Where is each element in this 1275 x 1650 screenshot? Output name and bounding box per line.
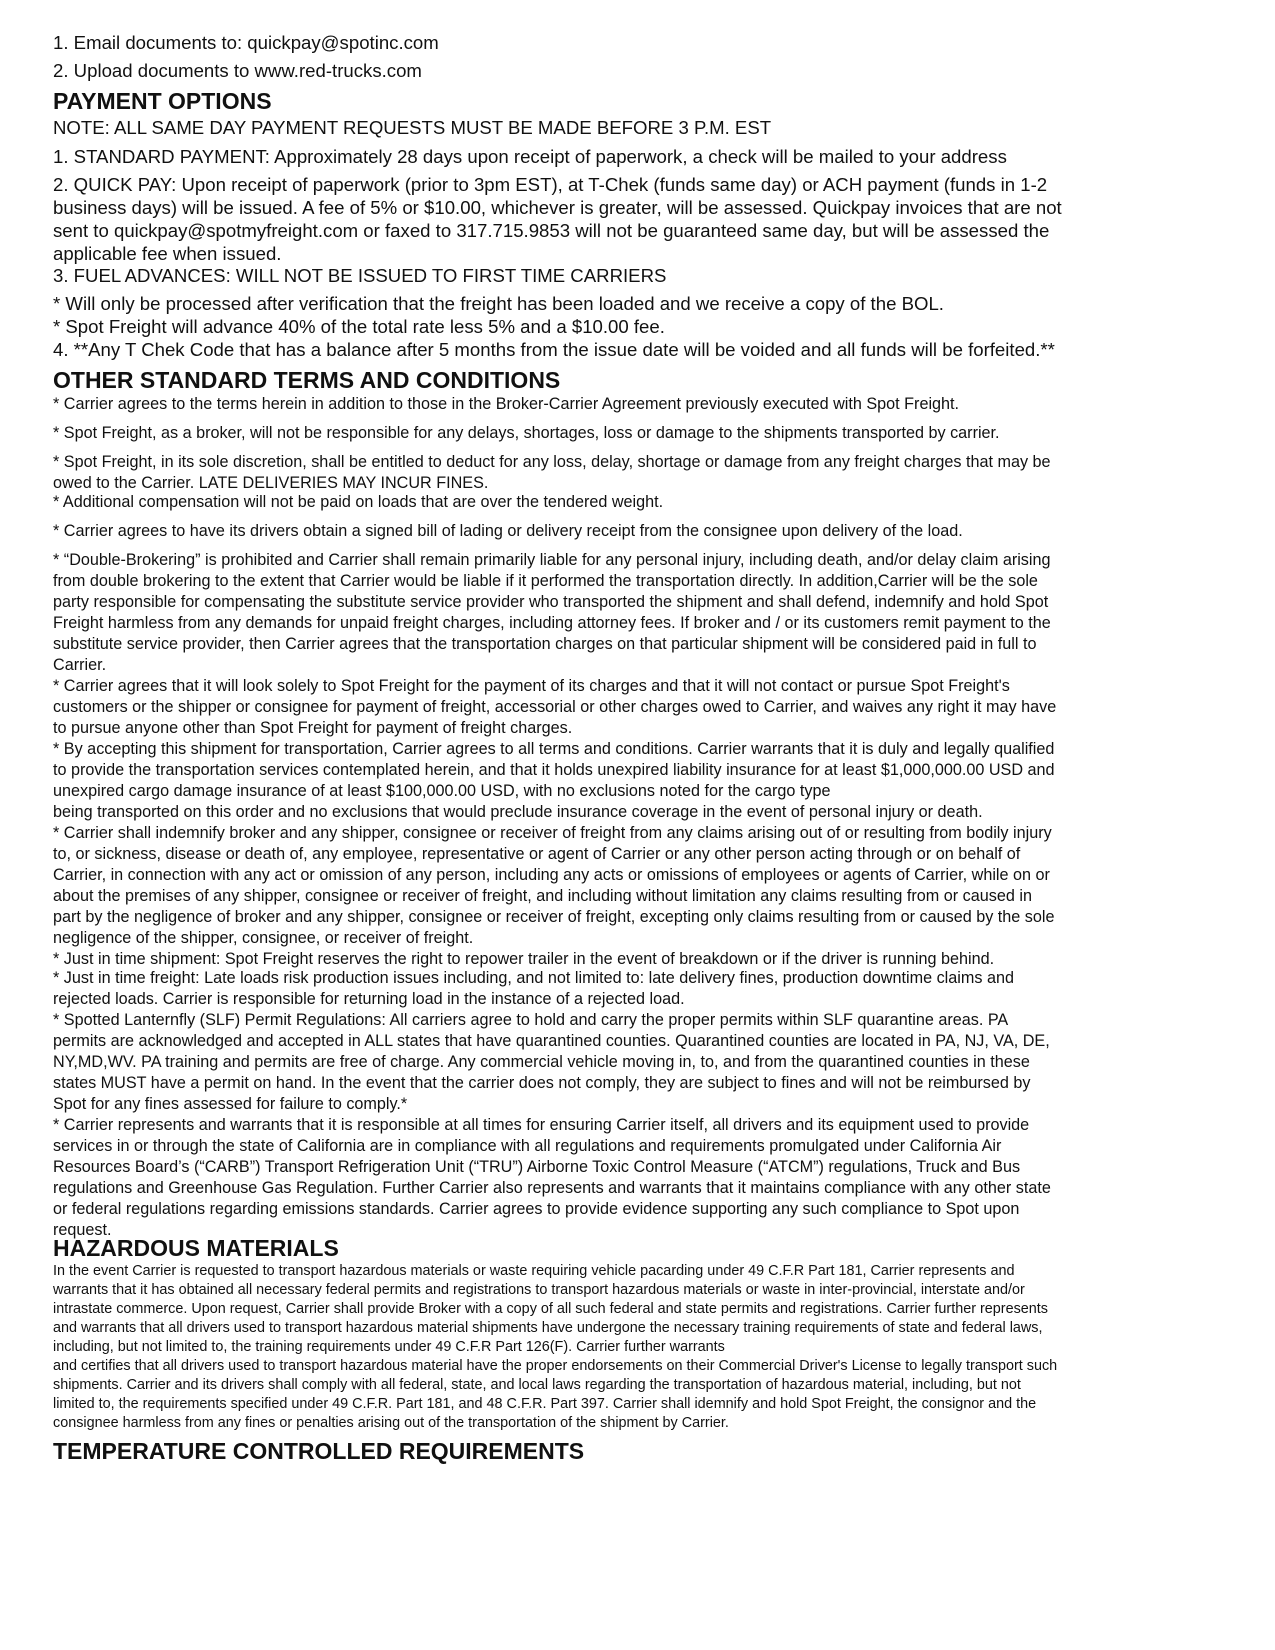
term-6-block <box>53 550 1223 970</box>
hazmat-heading: HAZARDOUS MATERIALS <box>53 1235 339 1261</box>
text-line: Carrier. <box>53 656 107 674</box>
standard-payment: 1. STANDARD PAYMENT: Approximately 28 days upon receipt of paperwork, a check will be mailed to your address <box>53 146 1007 167</box>
text-line: substitute service provider, then Carrier agrees that the transportation charges on that particular shipment will be considered paid in full to <box>53 635 1037 653</box>
text-line: unexpired cargo damage insurance of at least $100,000.00 USD, with no exclusions noted for the cargo type <box>53 782 831 800</box>
text-line: * Spotted Lanternfly (SLF) Permit Regulations: All carriers agree to hold and carry the proper permits within SLF quarantine areas. PA <box>53 1011 1009 1029</box>
term-3 <box>53 452 1223 494</box>
term-1: * Carrier agrees to the terms herein in addition to those in the Broker-Carrier Agreement previously executed with Spot Freight. <box>53 395 960 413</box>
text-line: warrants that it has obtained all necessary federal permits and registrations to transport hazardous materials or waste in inter-provincial, interstate and/or <box>53 1282 1025 1298</box>
term-2: * Spot Freight, as a broker, will not be responsible for any delays, shortages, loss or damage to the shipments transported by carrier. <box>53 424 1000 442</box>
text-line: or federal regulations regarding emissions standards. Carrier agrees to provide evidence supporting any such compliance to Spot upon <box>53 1200 1020 1218</box>
text-line: consignee harmless from any fines or penalties arising out of the transportation of the shipment by Carrier. <box>53 1415 729 1431</box>
upload-instruction: 2. Upload documents to www.red-trucks.com <box>53 60 422 81</box>
text-line: rejected loads. Carrier is responsible for returning load in the instance of a rejected load. <box>53 990 685 1008</box>
text-line: sent to quickpay@spotmyfreight.com or faxed to 317.715.9853 will not be guaranteed same day, but will be assessed the <box>53 220 1050 241</box>
terms-heading: OTHER STANDARD TERMS AND CONDITIONS <box>53 367 561 393</box>
text-line: In the event Carrier is requested to transport hazardous materials or waste requiring vehicle pacarding under 49 C.F.R Part 181, Carrier represents and <box>53 1263 1015 1279</box>
text-line: to, or sickness, disease or death of, any employee, representative or agent of Carrier or any other person acting through or on behalf of <box>53 845 1021 863</box>
hazmat-paragraph <box>53 1262 1223 1433</box>
text-line: Freight harmless from any demands for unpaid freight charges, including attorney fees. If broker and / or its customers remit payment to the <box>53 614 1051 632</box>
text-line: including, but not limited to, the training requirements under 49 C.F.R Part 126(F). Carrier further warrants <box>53 1339 725 1355</box>
text-line: Carrier, in connection with any act or omission of any person, including any acts or omissions of employees or agents of Carrier, while on or <box>53 866 1050 884</box>
text-line: states MUST have a permit on hand. In the event that the carrier does not comply, they are subject to fines and will not be reimbursed by <box>53 1074 1031 1092</box>
text-line: request. <box>53 1221 112 1239</box>
text-line: * Spot Freight, in its sole discretion, shall be entitled to deduct for any loss, delay, shortage or damage from any freight charges that may be <box>53 453 1051 471</box>
text-line: * Just in time freight: Late loads risk production issues including, and not limited to: late delivery fines, production downtime claims and <box>53 969 1014 987</box>
text-line: Spot for any fines assessed for failure to comply.* <box>53 1095 408 1113</box>
fuel-advances: 3. FUEL ADVANCES: WILL NOT BE ISSUED TO FIRST TIME CARRIERS <box>53 265 667 286</box>
payment-options-heading: PAYMENT OPTIONS <box>53 88 272 114</box>
text-line: intrastate commerce. Upon request, Carrier shall provide Broker with a copy of all such federal and state permits and registrations. Carrier further represents <box>53 1301 1048 1317</box>
text-line: about the premises of any shipper, consignee or receiver of freight, and including without limitation any claims resulting from or caused in <box>53 887 1032 905</box>
text-line: to provide the transportation services contemplated herein, and that it holds unexpired liability insurance for at least $1,000,000.00 USD and <box>53 761 1055 779</box>
text-line: * Carrier shall indemnify broker and any shipper, consignee or receiver of freight from any claims arising out of or resulting from bodily injury <box>53 824 1052 842</box>
term-4: * Additional compensation will not be paid on loads that are over the tendered weight. <box>53 493 664 511</box>
payment-note: NOTE: ALL SAME DAY PAYMENT REQUESTS MUST BE MADE BEFORE 3 P.M. EST <box>53 117 772 138</box>
term-5: * Carrier agrees to have its drivers obtain a signed bill of lading or delivery receipt from the consignee upon delivery of the load. <box>53 522 963 540</box>
text-line: NY,MD,WV. PA training and permits are free of charge. Any commercial vehicle moving in, to, and from the quarantined counties in these <box>53 1053 1030 1071</box>
text-line: permits are acknowledged and accepted in ALL states that have quarantined counties. Quarantined counties are located in PA, NJ, VA, DE, <box>53 1032 1050 1050</box>
text-line: services in or through the state of California are in compliance with all regulations and requirements promulgated under California Air <box>53 1137 1002 1155</box>
text-line: being transported on this order and no exclusions that would preclude insurance coverage in the event of personal injury or death. <box>53 803 983 821</box>
text-line: * Carrier agrees that it will look solely to Spot Freight for the payment of its charges and that it will not contact or pursue Spot Freight's <box>53 677 1010 695</box>
temperature-heading: TEMPERATURE CONTROLLED REQUIREMENTS <box>53 1438 585 1464</box>
quick-pay-paragraph <box>53 173 1223 265</box>
term-7-block <box>53 968 1223 1241</box>
text-line: regulations and Greenhouse Gas Regulation. Further Carrier also represents and warrants that it maintains compliance with any other state <box>53 1179 1051 1197</box>
text-line: Resources Board’s (“CARB”) Transport Refrigeration Unit (“TRU”) Airborne Toxic Control Measure (“ATCM”) regulations, Truck and Bus <box>53 1158 1021 1176</box>
text-line: * Carrier represents and warrants that it is responsible at all times for ensuring Carrier itself, all drivers and its equipment used to provide <box>53 1116 1030 1134</box>
tchek-note: 4. **Any T Chek Code that has a balance after 5 months from the issue date will be voided and all funds will be forfeited.** <box>53 339 1055 360</box>
text-line: * Just in time shipment: Spot Freight reserves the right to repower trailer in the event of breakdown or if the driver is running behind. <box>53 950 995 968</box>
email-instruction: 1. Email documents to: quickpay@spotinc.com <box>53 32 439 53</box>
text-line: * “Double-Brokering” is prohibited and Carrier shall remain primarily liable for any personal injury, including death, and/or delay claim arising <box>53 551 1051 569</box>
text-line: * By accepting this shipment for transportation, Carrier agrees to all terms and conditions. Carrier warrants that it is duly and legally qualified <box>53 740 1055 758</box>
text-line: and certifies that all drivers used to transport hazardous material have the proper endorsements on their Commercial Driver's License to legally transport such <box>53 1358 1058 1374</box>
text-line: 2. QUICK PAY: Upon receipt of paperwork (prior to 3pm EST), at T-Chek (funds same day) or ACH payment (funds in 1-2 <box>53 174 1048 195</box>
text-line: part by the negligence of broker and any shipper, consignee or receiver of freight, excepting only claims resulting from or caused by the sole <box>53 908 1055 926</box>
text-line: customers or the shipper or consignee for payment of freight, accessorial or other charges owed to Carrier, and waives any right it may have <box>53 698 1057 716</box>
text-line: to pursue anyone other than Spot Freight for payment of freight charges. <box>53 719 573 737</box>
text-line: negligence of the shipper, consignee, or receiver of freight. <box>53 929 474 947</box>
text-line: and warrants that all drivers used to transport hazardous material shipments have undergone the necessary training requirements of state and federal laws, <box>53 1320 1043 1336</box>
fuel-note-2: * Spot Freight will advance 40% of the total rate less 5% and a $10.00 fee. <box>53 316 665 337</box>
text-line: shipments. Carrier and its drivers shall comply with all federal, state, and local laws regarding the transportation of hazardous material, including, but not <box>53 1377 1021 1393</box>
fuel-note-1: * Will only be processed after verification that the freight has been loaded and we receive a copy of the BOL. <box>53 293 944 314</box>
text-line: limited to, the requirements specified under 49 C.F.R. Part 181, and 48 C.F.R. Part 397. Carrier shall idemnify and hold Spot Freight, the consignor and the <box>53 1396 1037 1412</box>
text-line: party responsible for compensating the substitute service provider who transported the shipment and shall defend, indemnify and hold Spot <box>53 593 1049 611</box>
text-line: owed to the Carrier. LATE DELIVERIES MAY INCUR FINES. <box>53 474 489 492</box>
text-line: from double brokering to the extent that Carrier would be liable if it performed the transportation directly. In addition,Carrier will be the sole <box>53 572 1038 590</box>
text-line: applicable fee when issued. <box>53 243 282 264</box>
text-line: business days) will be issued. A fee of 5% or $10.00, whichever is greater, will be assessed. Quickpay invoices that are not <box>53 197 1062 218</box>
